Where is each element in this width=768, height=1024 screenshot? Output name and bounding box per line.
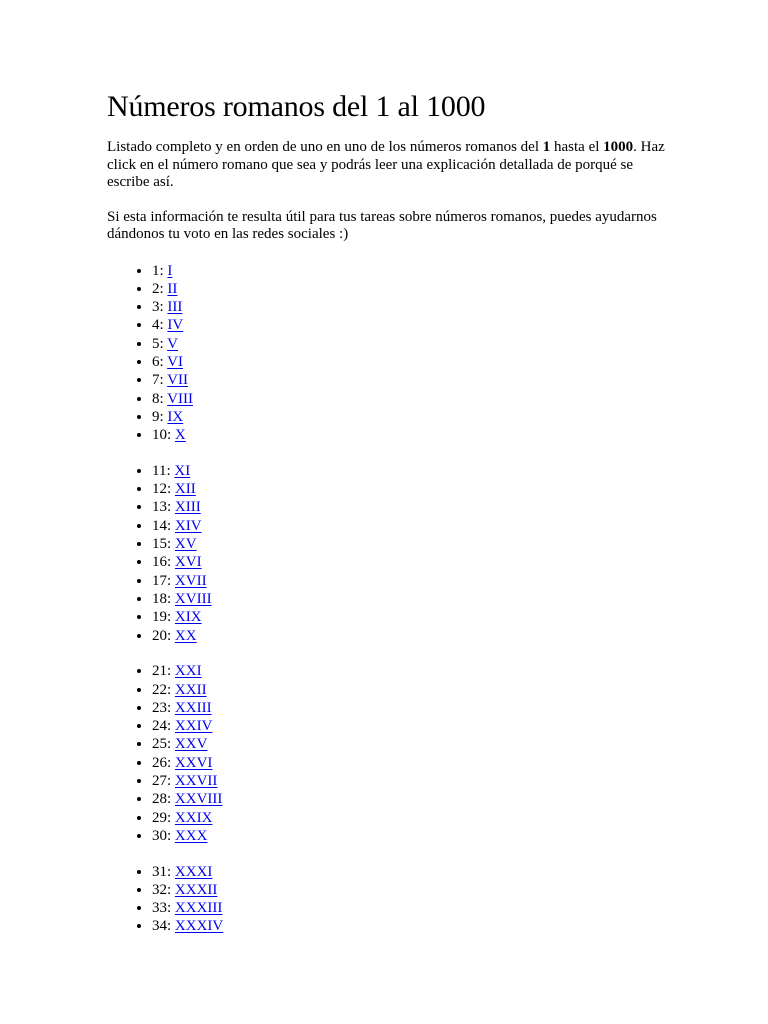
- arabic-number: 29:: [152, 809, 175, 826]
- arabic-number: 19:: [152, 609, 175, 626]
- arabic-number: 34:: [152, 918, 175, 935]
- roman-numeral-link[interactable]: VI: [167, 353, 183, 370]
- roman-numeral-link[interactable]: XXVII: [174, 773, 218, 789]
- roman-numeral-link[interactable]: XXXIII: [174, 900, 223, 917]
- roman-numeral-link[interactable]: XXV: [174, 736, 208, 753]
- roman-numeral-link[interactable]: XI: [174, 462, 191, 479]
- list-item: [152, 316, 667, 334]
- arabic-number: 20:: [152, 627, 175, 644]
- arabic-number: 24:: [152, 718, 175, 735]
- arabic-number: 3:: [152, 299, 168, 316]
- list-item: [152, 662, 667, 680]
- arabic-number: 16:: [152, 554, 175, 571]
- arabic-number: 27:: [152, 773, 175, 789]
- arabic-number: 33:: [152, 900, 175, 917]
- list-item: [152, 681, 667, 699]
- list-item: [152, 480, 667, 498]
- numeral-list: [107, 262, 667, 445]
- list-item: [152, 899, 667, 917]
- arabic-number: 5:: [152, 335, 168, 352]
- arabic-number: 2:: [152, 280, 168, 297]
- intro-bold-start: 1: [542, 139, 551, 155]
- list-item: [152, 827, 667, 845]
- roman-numeral-link[interactable]: XXII: [174, 681, 207, 698]
- list-item: [152, 863, 667, 881]
- arabic-number: 13:: [152, 499, 175, 516]
- roman-numeral-link[interactable]: XII: [174, 481, 196, 498]
- arabic-number: 25:: [152, 736, 175, 753]
- numeral-list: [107, 662, 667, 845]
- list-item: [152, 426, 667, 444]
- arabic-number: 7:: [152, 372, 168, 389]
- arabic-number: 6:: [152, 353, 168, 370]
- list-item: [152, 408, 667, 426]
- list-item: [152, 809, 667, 827]
- arabic-number: 1:: [152, 262, 168, 279]
- arabic-number: 15:: [152, 536, 175, 553]
- list-item: [152, 590, 667, 608]
- intro-text: hasta el: [550, 139, 604, 155]
- arabic-number: 8:: [152, 390, 168, 407]
- arabic-number: 30:: [152, 827, 175, 844]
- roman-numeral-link[interactable]: XVII: [174, 572, 207, 589]
- roman-numeral-link[interactable]: III: [167, 299, 183, 316]
- list-item: [152, 717, 667, 735]
- roman-numeral-link[interactable]: XX: [174, 627, 197, 644]
- numeral-list: [107, 863, 667, 936]
- arabic-number: 28:: [152, 791, 175, 808]
- intro-paragraph: [107, 139, 667, 192]
- roman-numeral-link[interactable]: XIII: [174, 499, 201, 516]
- list-item: [152, 298, 667, 316]
- roman-numeral-link[interactable]: XVIII: [174, 590, 212, 607]
- list-item: [152, 917, 667, 935]
- roman-numeral-link[interactable]: V: [167, 335, 178, 352]
- roman-numeral-link[interactable]: II: [167, 280, 178, 297]
- list-item: [152, 572, 667, 590]
- roman-numeral-link[interactable]: VIII: [167, 390, 193, 407]
- roman-numeral-link[interactable]: XXIV: [174, 718, 213, 735]
- roman-numeral-link[interactable]: VII: [167, 372, 188, 389]
- arabic-number: 18:: [152, 590, 175, 607]
- list-item: [152, 462, 667, 480]
- page-title: Números romanos del 1 al 1000: [107, 90, 486, 123]
- arabic-number: 31:: [152, 863, 175, 880]
- page-content: [107, 88, 667, 936]
- arabic-number: 9:: [152, 408, 168, 425]
- arabic-number: 12:: [152, 481, 175, 498]
- list-item: [152, 608, 667, 626]
- roman-numeral-link[interactable]: XIV: [174, 517, 202, 534]
- arabic-number: 23:: [152, 699, 175, 716]
- roman-numeral-link[interactable]: XVI: [174, 554, 202, 571]
- intro-bold-end: 1000: [603, 139, 634, 155]
- list-item: [152, 498, 667, 516]
- arabic-number: 17:: [152, 572, 175, 589]
- list-item: [152, 790, 667, 808]
- roman-numeral-link[interactable]: XXIII: [174, 699, 212, 716]
- list-item: [152, 353, 667, 371]
- arabic-number: 26:: [152, 754, 175, 771]
- roman-numeral-link[interactable]: XXI: [174, 663, 202, 680]
- arabic-number: 22:: [152, 681, 175, 698]
- roman-numeral-link[interactable]: XXXII: [174, 881, 218, 898]
- list-item: [152, 517, 667, 535]
- list-item: [152, 553, 667, 571]
- list-item: [152, 754, 667, 772]
- list-item: [152, 627, 667, 645]
- arabic-number: 10:: [152, 427, 175, 444]
- list-item: [152, 535, 667, 553]
- roman-numeral-link[interactable]: IV: [167, 317, 184, 334]
- list-item: [152, 371, 667, 389]
- roman-numeral-link[interactable]: XXXIV: [174, 918, 224, 935]
- list-item: [152, 280, 667, 298]
- list-item: [152, 335, 667, 353]
- roman-numeral-link[interactable]: XXX: [174, 827, 208, 844]
- roman-numeral-link[interactable]: XV: [174, 536, 197, 553]
- help-paragraph: Si esta información te resulta útil para tus tareas sobre números romanos, puedes ayudarnos dándonos tu voto en las redes sociales :): [107, 208, 657, 242]
- roman-numeral-link[interactable]: XXXI: [174, 863, 213, 880]
- arabic-number: 32:: [152, 881, 175, 898]
- roman-numeral-link[interactable]: I: [167, 262, 173, 279]
- intro-text: Listado completo y en orden de uno en uno de los números romanos del: [107, 139, 543, 155]
- roman-numeral-link[interactable]: XXVI: [174, 754, 213, 771]
- numeral-list: [107, 462, 667, 645]
- list-item: [152, 772, 667, 790]
- list-item: [152, 262, 667, 280]
- list-item: [152, 735, 667, 753]
- intro-text: . Haz click en el número romano que sea y podrás leer una explicación detallada de porqué se escribe así.: [107, 139, 665, 190]
- list-item: [152, 699, 667, 717]
- numeral-lists: [107, 262, 667, 936]
- arabic-number: 11:: [152, 462, 175, 479]
- roman-numeral-link[interactable]: XIX: [174, 609, 202, 626]
- roman-numeral-link[interactable]: XXIX: [174, 809, 213, 826]
- roman-numeral-link[interactable]: IX: [167, 408, 184, 425]
- arabic-number: 4:: [152, 317, 168, 334]
- arabic-number: 14:: [152, 517, 175, 534]
- list-item: [152, 881, 667, 899]
- roman-numeral-link[interactable]: XXVIII: [174, 791, 223, 808]
- list-item: [152, 390, 667, 408]
- roman-numeral-link[interactable]: X: [174, 427, 186, 444]
- arabic-number: 21:: [152, 663, 175, 680]
